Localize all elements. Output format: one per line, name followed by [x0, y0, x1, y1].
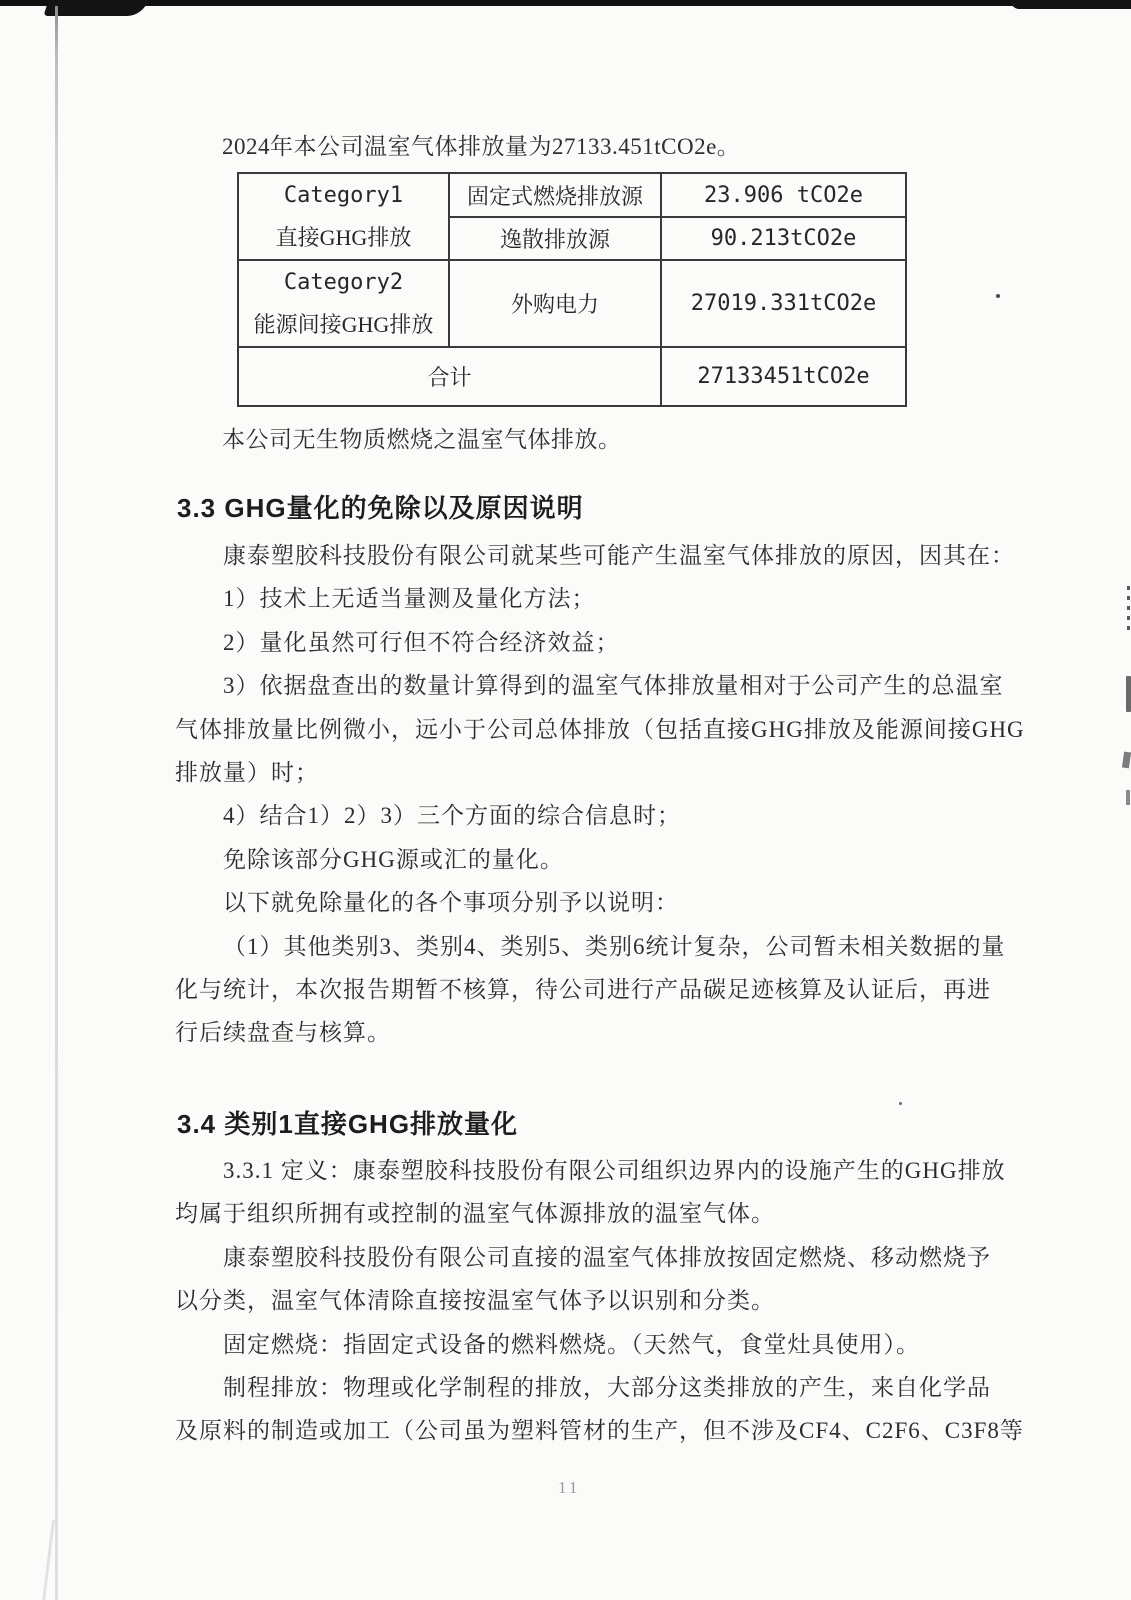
value-cell: 27019.331tCO2e	[661, 260, 906, 347]
paragraph-line: 康泰塑胶科技股份有限公司就某些可能产生温室气体排放的原因，因其在：	[223, 543, 1015, 568]
paragraph-line: 3.3.1 定义：康泰塑胶科技股份有限公司组织边界内的设施产生的GHG排放	[223, 1158, 1006, 1183]
value-cell: 23.906 tCO2e	[661, 173, 906, 217]
category1-title: Category1	[283, 182, 404, 208]
category1-cell	[238, 173, 449, 260]
binding-fold-line	[55, 6, 58, 1600]
paragraph-line: 气体排放量比例微小，远小于公司总体排放（包括直接GHG排放及能源间接GHG	[175, 716, 1025, 742]
binding-fold-bottom	[41, 1520, 55, 1600]
section-3-4-heading: 3.4 类别1直接GHG排放量化	[177, 1109, 519, 1139]
source-cell: 外购电力	[449, 260, 661, 347]
paragraph-line: 排放量）时；	[175, 759, 319, 785]
paragraph-line: 3）依据盘查出的数量计算得到的温室气体排放量相对于公司产生的总温室	[223, 673, 1004, 699]
section-3-3-heading: 3.3 GHG量化的免除以及原因说明	[177, 493, 584, 523]
paragraph-line: 4）结合1）2）3）三个方面的综合信息时；	[223, 803, 681, 829]
section-3-4-body	[175, 1149, 1024, 1453]
category2-cell	[238, 260, 449, 347]
table-row	[238, 173, 906, 217]
page-bleed-mark	[1122, 752, 1131, 769]
total-emissions-statement: 2024年本公司温室气体排放量为27133.451tCO2e。	[222, 134, 741, 159]
paragraph-line: （1）其他类别3、类别4、类别5、类别6统计复杂，公司暂未相关数据的量	[223, 933, 1006, 959]
category2-label: 能源间接GHG排放	[253, 311, 434, 337]
source-cell: 固定式燃烧排放源	[449, 173, 661, 217]
page-bleed-mark	[1126, 790, 1130, 805]
biomass-note: 本公司无生物质燃烧之温室气体排放。	[222, 427, 622, 452]
paragraph-line: 2）量化虽然可行但不符合经济效益；	[223, 629, 620, 655]
paragraph-line: 以分类，温室气体清除直接按温室气体予以识别和分类。	[175, 1288, 775, 1314]
category2-title: Category2	[283, 269, 404, 295]
section-3-3-body	[175, 534, 1025, 1055]
paragraph-line: 均属于组织所拥有或控制的温室气体源排放的温室气体。	[175, 1201, 775, 1227]
paragraph-line: 以下就免除量化的各个事项分别予以说明：	[223, 890, 679, 916]
ghg-emissions-table	[237, 172, 907, 407]
paragraph-line: 制程排放：物理或化学制程的排放，大部分这类排放的产生，来自化学品	[223, 1374, 991, 1400]
source-cell: 逸散排放源	[449, 217, 661, 260]
total-value-cell: 27133451tCO2e	[661, 347, 906, 406]
scan-blob-top-left	[43, 0, 148, 16]
paragraph-line: 化与统计，本次报告期暂不核算，待公司进行产品碳足迹核算及认证后，再进	[175, 976, 991, 1002]
scan-speck	[899, 1102, 902, 1105]
table-row-total	[238, 347, 906, 406]
page-bleed-mark	[1126, 676, 1131, 712]
page-number: 11	[558, 1478, 581, 1497]
scan-edge-top	[0, 0, 1131, 6]
paragraph-line: 行后续盘查与核算。	[175, 1020, 391, 1046]
paragraph-line: 康泰塑胶科技股份有限公司直接的温室气体排放按固定燃烧、移动燃烧予	[223, 1244, 991, 1270]
total-label-cell: 合计	[238, 347, 661, 406]
value-cell: 90.213tCO2e	[661, 217, 906, 260]
paragraph-line: 1）技术上无适当量测及量化方法；	[223, 586, 596, 612]
paragraph-line: 免除该部分GHG源或汇的量化。	[223, 846, 564, 872]
category1-label: 直接GHG排放	[275, 224, 412, 250]
paragraph-line: 及原料的制造或加工（公司虽为塑料管材的生产，但不涉及CF4、C2F6、C3F8等	[175, 1418, 1024, 1444]
table-row	[238, 260, 906, 347]
paragraph-line: 固定燃烧：指固定式设备的燃料燃烧。（天然气，食堂灶具使用）。	[223, 1331, 920, 1357]
page-bleed-marks	[1127, 586, 1130, 632]
scan-edge-top-right	[1011, 0, 1131, 9]
scan-speck	[996, 294, 1000, 298]
